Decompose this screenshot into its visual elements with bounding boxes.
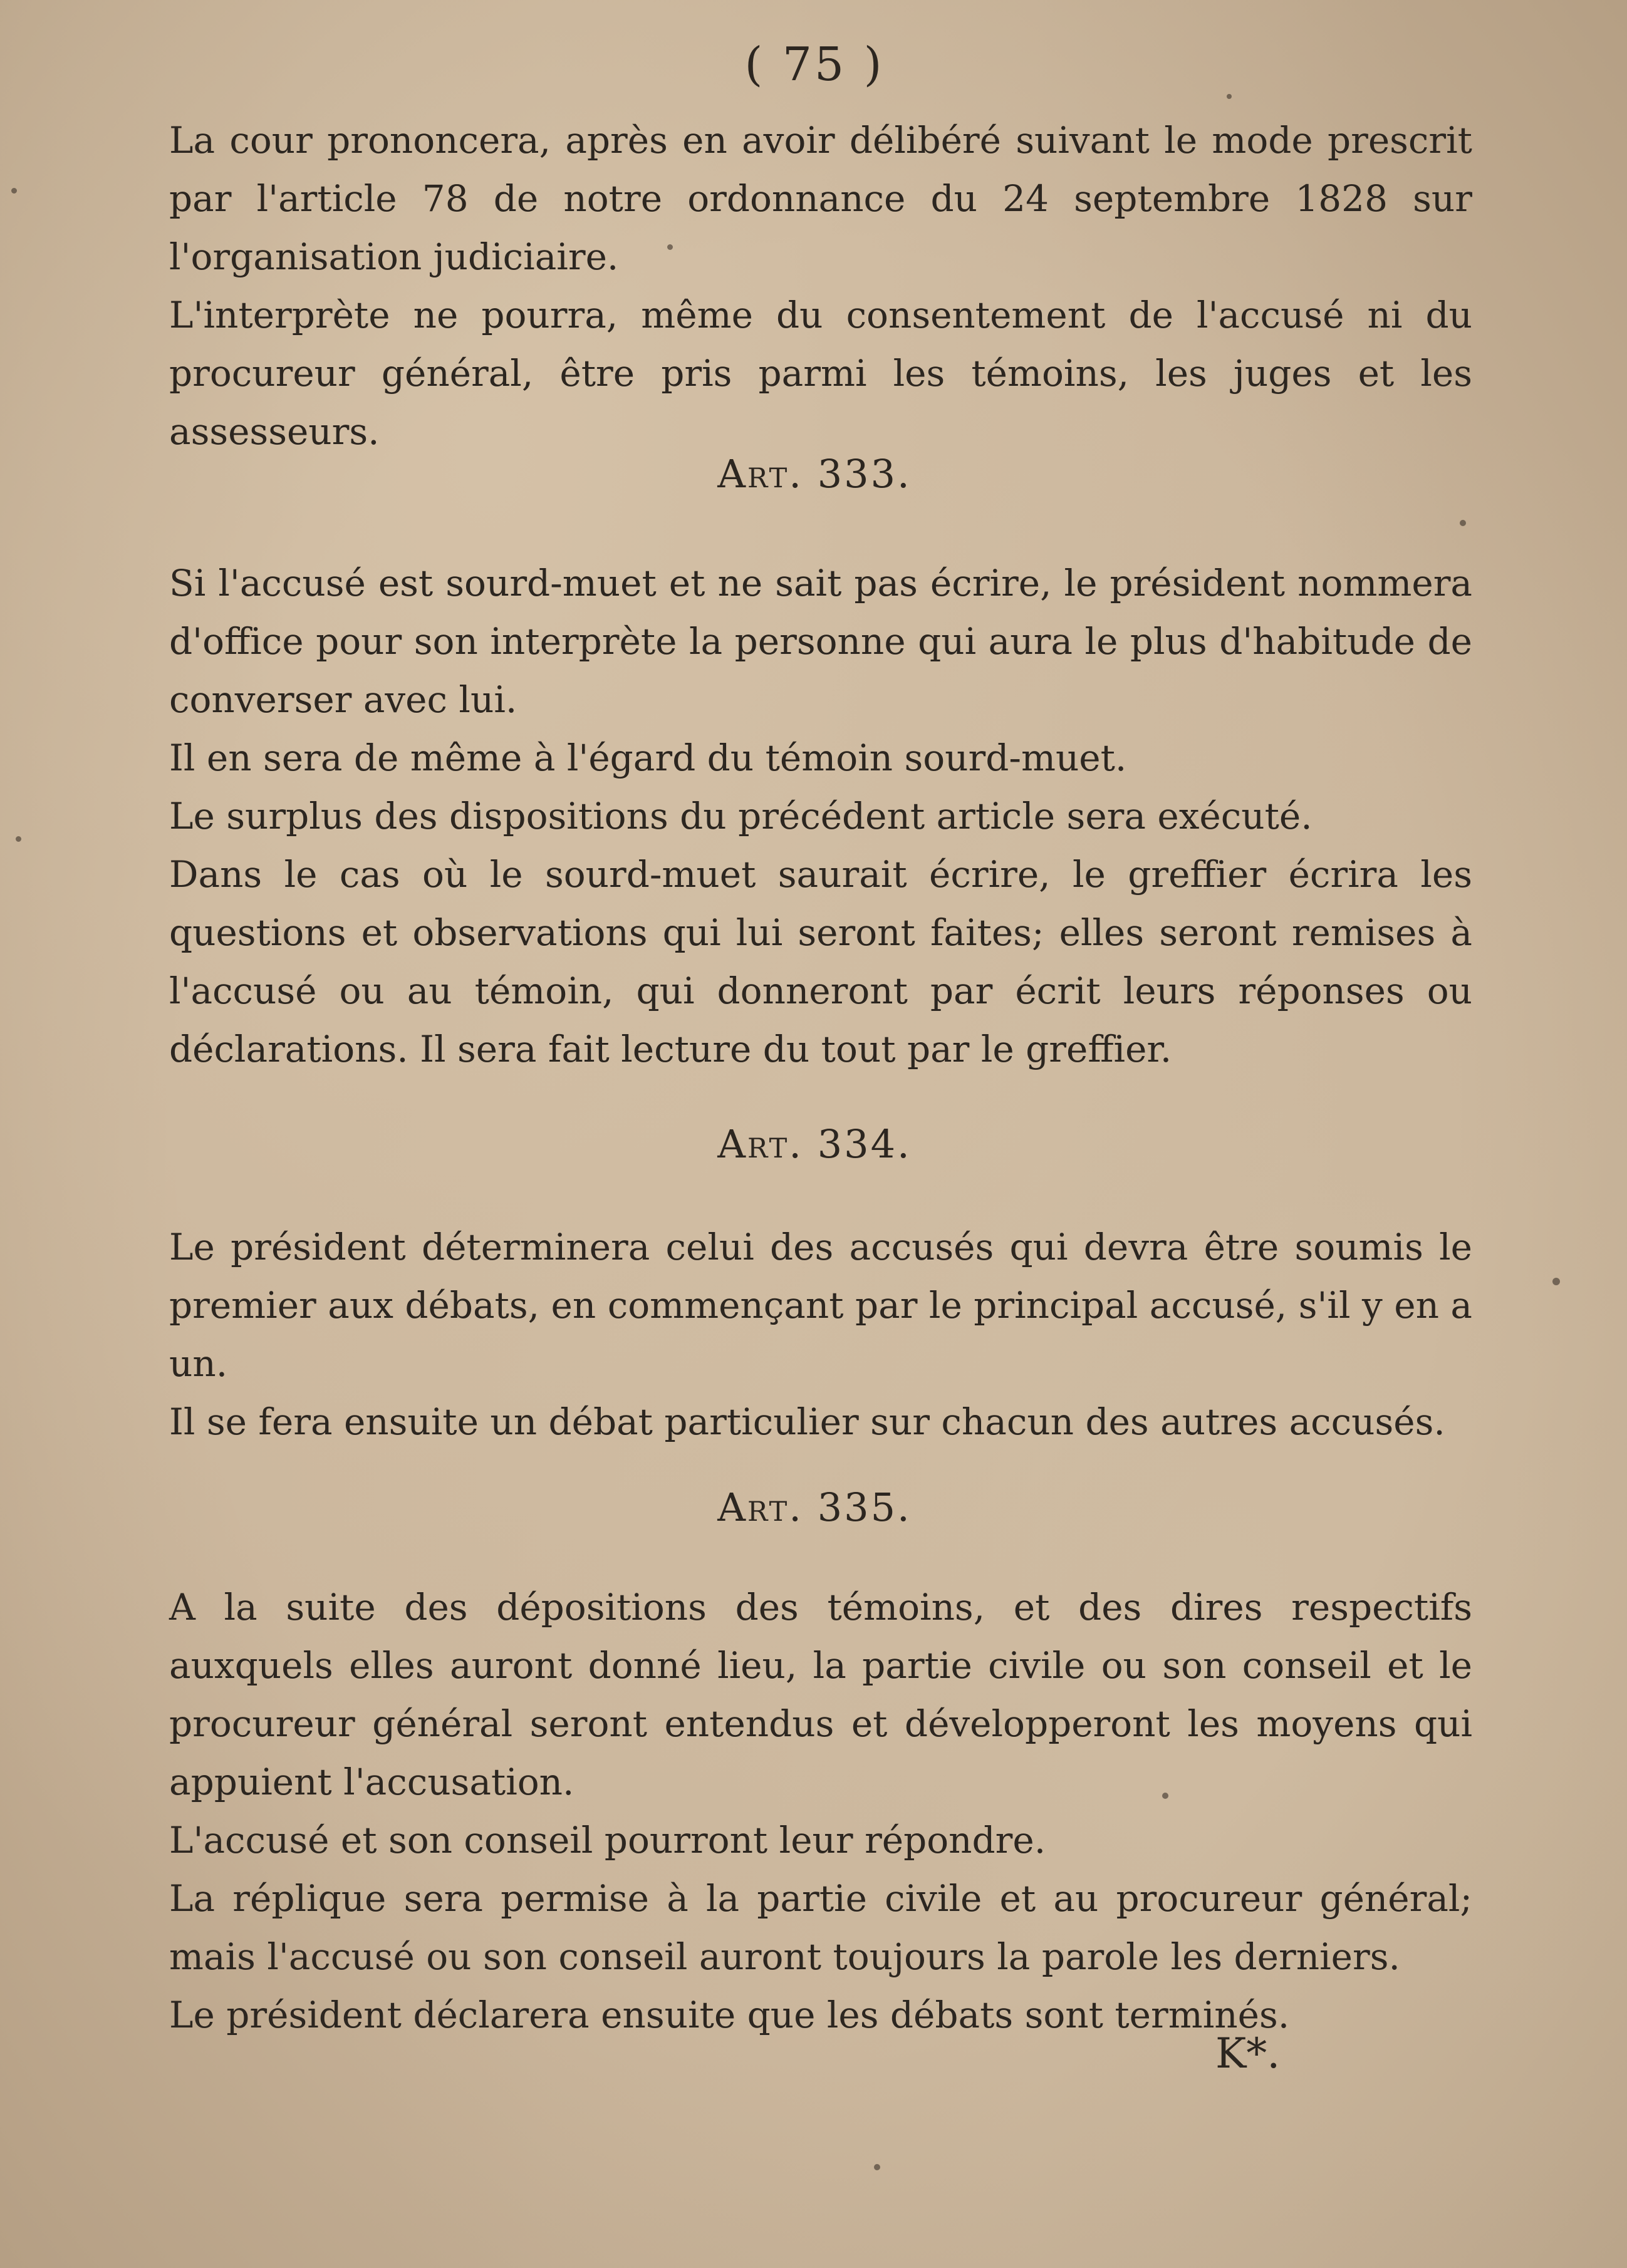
article-heading-334: Art. 334. xyxy=(717,1121,912,1167)
article-heading-333: Art. 333. xyxy=(717,451,912,497)
ink-spot xyxy=(874,2164,880,2170)
paragraph: L'interprète ne pourra, même du consentement de l'accusé ni du procureur général, être pris parmi les témoins, les juges et les assesseurs. xyxy=(169,294,1472,453)
paragraph: Le surplus des dispositions du précédent article sera exécuté. xyxy=(169,795,1313,837)
ink-spot xyxy=(1552,1278,1560,1285)
paragraph: L'accusé et son conseil pourront leur répondre. xyxy=(169,1819,1046,1862)
page-number: ( 75 ) xyxy=(744,38,885,91)
signature-mark: K*. xyxy=(1215,2029,1281,2078)
paragraph: Si l'accusé est sourd-muet et ne sait pas écrire, le président nommera d'office pour son interprète la personne qui aura le plus d'habitude de converser avec lui. xyxy=(169,562,1472,721)
paragraph: Dans le cas où le sourd-muet saurait écrire, le greffier écrira les questions et observations qui lui seront faites; elles seront remises à l'accusé ou au témoin, qui donneront par écrit leurs réponses ou déclarations. Il sera fait lecture du tout par le greffier. xyxy=(169,853,1472,1070)
paragraph: A la suite des dépositions des témoins, et des dires respectifs auxquels elles auront donné lieu, la partie civile ou son conseil et le procureur général seront entendus et développeront les moyens qui appuient l'accusation. xyxy=(169,1586,1472,1803)
paragraph: Le président déclarera ensuite que les débats sont terminés. xyxy=(169,1994,1290,2036)
ink-spot xyxy=(1162,1793,1168,1799)
ink-spot xyxy=(667,244,673,250)
intro-text xyxy=(169,111,1472,461)
paragraph: La cour prononcera, après en avoir délibéré suivant le mode prescrit par l'article 78 de notre ordonnance du 24 septembre 1828 sur l'organisation judiciaire. xyxy=(169,119,1472,278)
paragraph: Le président déterminera celui des accusés qui devra être soumis le premier aux débats, en commençant par le principal accusé, s'il y en a un. xyxy=(169,1226,1472,1385)
paragraph: Il se fera ensuite un débat particulier sur chacun des autres accusés. xyxy=(169,1401,1445,1443)
ink-spot xyxy=(11,188,17,194)
paragraph: La réplique sera permise à la partie civile et au procureur général; mais l'accusé ou son conseil auront toujours la parole les derniers. xyxy=(169,1877,1472,1978)
ink-spot xyxy=(1227,94,1232,99)
ink-spot xyxy=(1460,520,1466,526)
paragraph: Il en sera de même à l'égard du témoin sourd-muet. xyxy=(169,737,1127,779)
article-heading-335: Art. 335. xyxy=(717,1484,912,1530)
article-333-text xyxy=(169,554,1472,1079)
article-334-text xyxy=(169,1218,1472,1451)
ink-spot xyxy=(16,836,21,842)
article-335-text xyxy=(169,1578,1472,2044)
